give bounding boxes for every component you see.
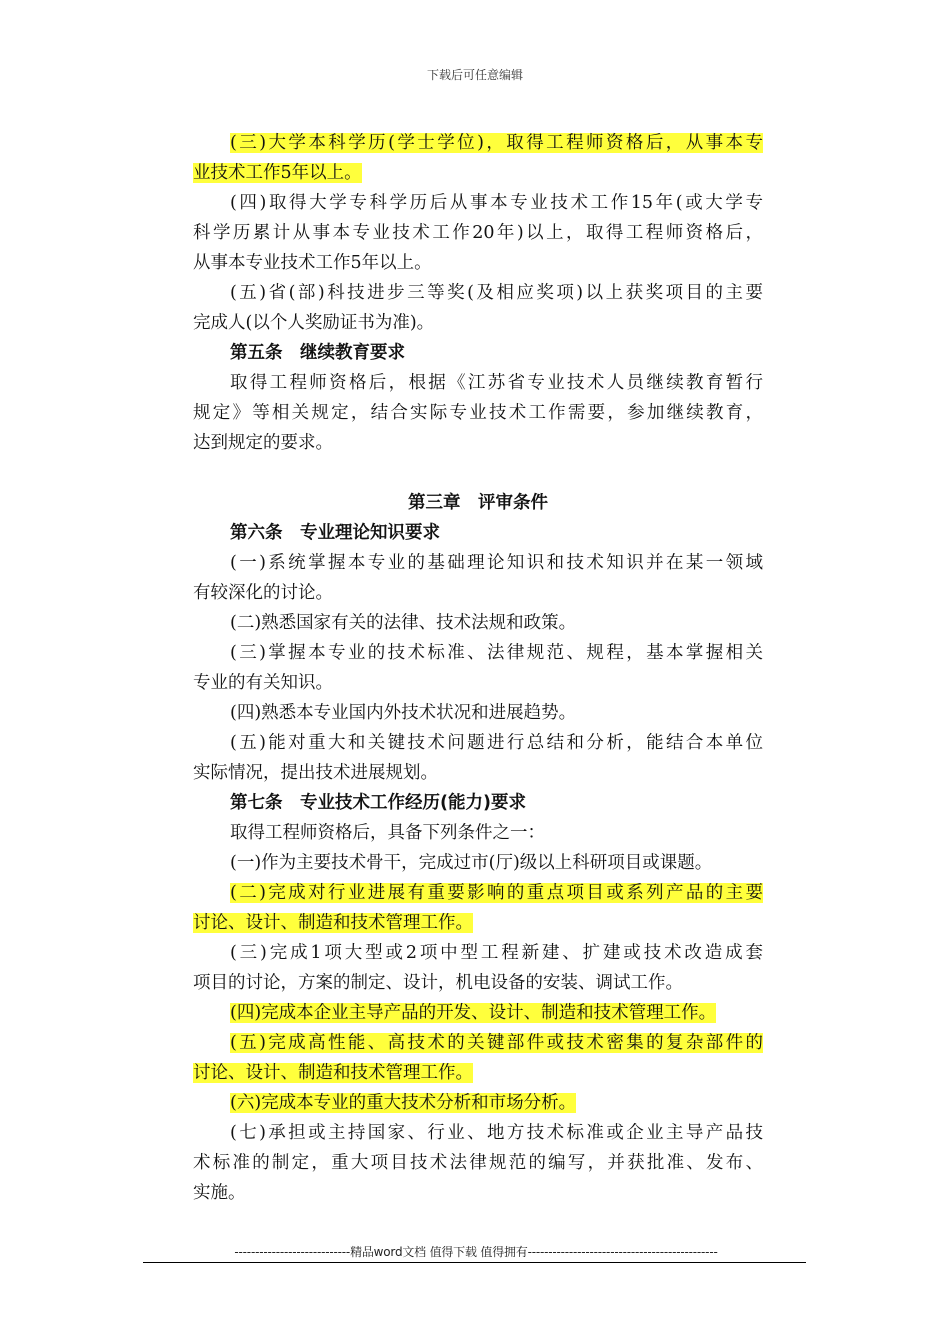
paragraph-line bbox=[193, 1178, 763, 1208]
body-text: (五)省(部)科技进步三等奖(及相应奖项)以上获奖项目的主要 bbox=[230, 283, 763, 303]
body-text: 取得工程师资格后，具备下列条件之一： bbox=[230, 823, 545, 843]
highlighted-text: 业技术工作5年以上。 bbox=[193, 163, 362, 183]
paragraph-line bbox=[193, 1028, 763, 1058]
paragraph-line bbox=[193, 428, 763, 458]
paragraph-line bbox=[193, 668, 763, 698]
body-text: 取得工程师资格后，根据《江苏省专业技术人员继续教育暂行 bbox=[230, 373, 763, 393]
paragraph-line bbox=[193, 698, 763, 728]
highlighted-text: (五)完成高性能、高技术的关键部件或技术密集的复杂部件的 bbox=[230, 1033, 763, 1053]
paragraph-line bbox=[193, 1058, 763, 1088]
paragraph-line bbox=[193, 1118, 763, 1148]
paragraph-line bbox=[193, 368, 763, 398]
body-text: (四)取得大学专科学历后从事本专业技术工作15年(或大学专 bbox=[230, 193, 763, 213]
body-text: 项目的讨论，方案的制定、设计，机电设备的安装、调试工作。 bbox=[193, 973, 683, 993]
highlighted-text: 讨论、设计、制造和技术管理工作。 bbox=[193, 1063, 473, 1083]
body-text: 术标准的制定，重大项目技术法律规范的编写，并获批准、发布、 bbox=[193, 1153, 763, 1173]
paragraph-line bbox=[193, 848, 763, 878]
article-heading: 第六条 专业理论知识要求 bbox=[230, 523, 440, 543]
body-text: (一)系统掌握本专业的基础理论知识和技术知识并在某一领域 bbox=[230, 553, 763, 573]
paragraph-line bbox=[193, 878, 763, 908]
paragraph-line bbox=[193, 638, 763, 668]
body-text: (一)作为主要技术骨干，完成过市(厅)级以上科研项目或课题。 bbox=[230, 853, 713, 873]
highlighted-text: (六)完成本专业的重大技术分析和市场分析。 bbox=[230, 1093, 577, 1113]
paragraph-line bbox=[193, 758, 763, 788]
body-text: (七)承担或主持国家、行业、地方技术标准或企业主导产品技 bbox=[230, 1123, 763, 1143]
paragraph-line bbox=[193, 608, 763, 638]
page-footer: ----------------------------精品word文档 值得下载 值得拥有---------------------------------------------- bbox=[234, 1245, 718, 1259]
paragraph-line bbox=[193, 248, 763, 278]
body-text: (二)熟悉国家有关的法律、技术法规和政策。 bbox=[230, 613, 577, 633]
paragraph-line bbox=[193, 158, 763, 188]
paragraph-line bbox=[193, 578, 763, 608]
paragraph-line bbox=[193, 728, 763, 758]
paragraph-line bbox=[193, 218, 763, 248]
article-heading: 第五条 继续教育要求 bbox=[230, 343, 405, 363]
paragraph-line bbox=[193, 308, 763, 338]
body-text: (四)熟悉本专业国内外技术状况和进展趋势。 bbox=[230, 703, 577, 723]
body-text: 从事本专业技术工作5年以上。 bbox=[193, 253, 432, 273]
paragraph-line bbox=[193, 998, 763, 1028]
paragraph-line bbox=[193, 188, 763, 218]
paragraph-line bbox=[193, 1088, 763, 1118]
paragraph-line bbox=[193, 128, 763, 158]
paragraph-line bbox=[193, 968, 763, 998]
paragraph-line bbox=[193, 398, 763, 428]
body-text: 科学历累计从事本专业技术工作20年)以上，取得工程师资格后， bbox=[193, 223, 763, 243]
paragraph-line bbox=[193, 908, 763, 938]
document-body bbox=[193, 128, 763, 1208]
body-text: (五)能对重大和关键技术问题进行总结和分析，能结合本单位 bbox=[230, 733, 763, 753]
paragraph-line bbox=[193, 818, 763, 848]
article-heading: 第七条 专业技术工作经历(能力)要求 bbox=[230, 793, 526, 813]
body-text: 实施。 bbox=[193, 1183, 246, 1203]
paragraph-line bbox=[193, 548, 763, 578]
paragraph-line bbox=[193, 938, 763, 968]
body-text: 有较深化的讨论。 bbox=[193, 583, 333, 603]
body-text: 专业的有关知识。 bbox=[193, 673, 333, 693]
highlighted-text: 讨论、设计、制造和技术管理工作。 bbox=[193, 913, 473, 933]
paragraph-line bbox=[193, 278, 763, 308]
body-text: 规定》等相关规定，结合实际专业技术工作需要，参加继续教育， bbox=[193, 403, 763, 423]
footer-rule bbox=[143, 1262, 806, 1263]
highlighted-text: (三)大学本科学历(学士学位)，取得工程师资格后，从事本专 bbox=[230, 133, 763, 153]
page-header: 下载后可任意编辑 bbox=[426, 68, 523, 82]
body-text: (三)掌握本专业的技术标准、法律规范、规程，基本掌握相关 bbox=[230, 643, 763, 663]
highlighted-text: (四)完成本企业主导产品的开发、设计、制造和技术管理工作。 bbox=[230, 1003, 717, 1023]
body-text: 完成人(以个人奖励证书为准)。 bbox=[193, 313, 435, 333]
body-text: 达到规定的要求。 bbox=[193, 433, 333, 453]
blank-line bbox=[193, 458, 763, 488]
body-text: (三)完成1项大型或2项中型工程新建、扩建或技术改造成套 bbox=[230, 943, 763, 963]
body-text: 实际情况，提出技术进展规划。 bbox=[193, 763, 438, 783]
highlighted-text: (二)完成对行业进展有重要影响的重点项目或系列产品的主要 bbox=[230, 883, 763, 903]
chapter-title: 第三章 评审条件 bbox=[408, 493, 548, 513]
paragraph-line bbox=[193, 1148, 763, 1178]
